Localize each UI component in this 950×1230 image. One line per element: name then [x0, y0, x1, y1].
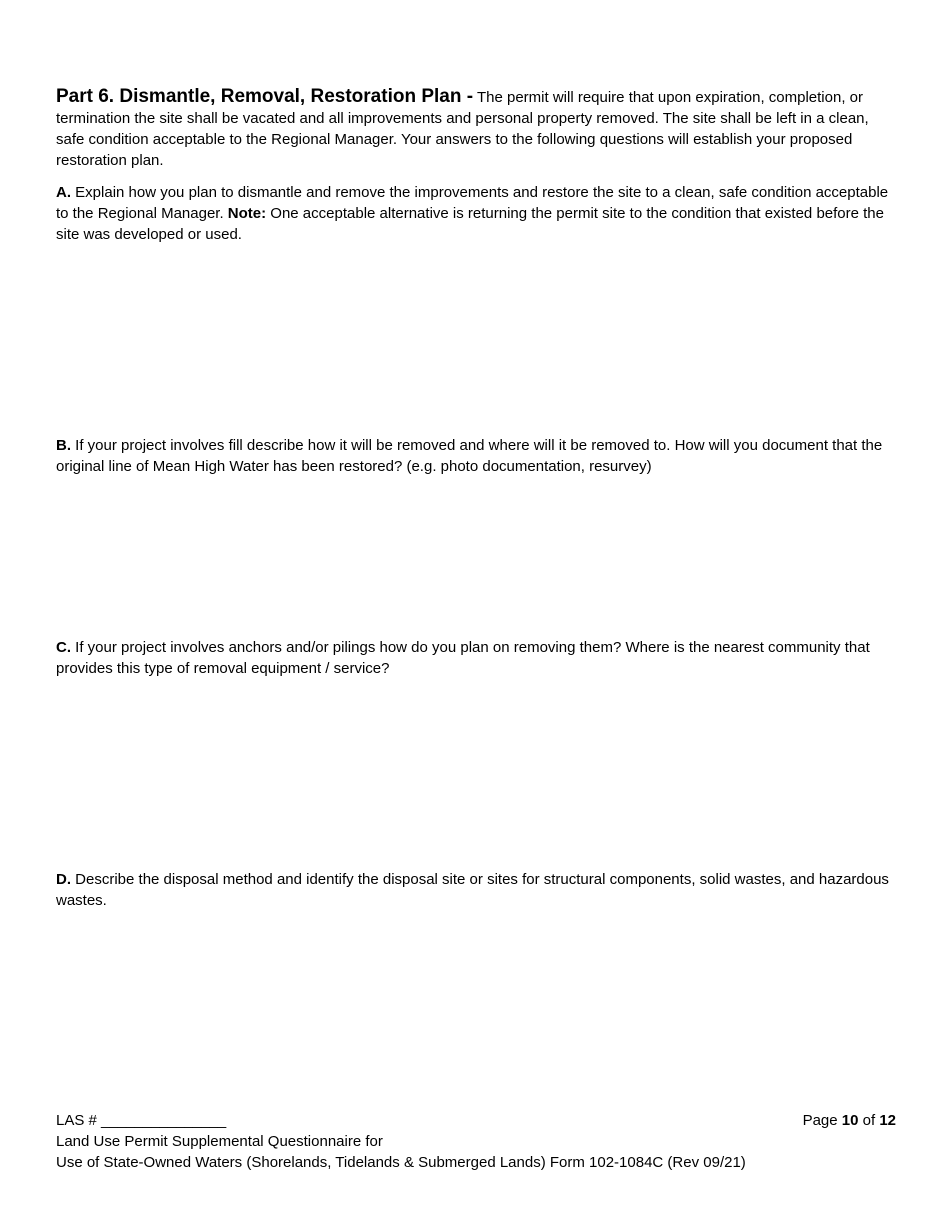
question-a-text: Explain how you plan to dismantle and remove the improvements and restore the site to a clean, safe condition acceptable to the Regional Manager. [56, 184, 889, 222]
question-d [56, 869, 891, 911]
question-a [56, 182, 891, 245]
footer-form-id: Use of State-Owned Waters (Shorelands, Tidelands & Submerged Lands) Form 102-1084C (Rev 09/21) [56, 1154, 746, 1171]
question-b-letter: B. [56, 437, 71, 454]
question-b-text: If your project involves fill describe how it will be removed and where will it be removed to. How will you document that the original line of Mean High Water has been restored? (e.g. photo documentation, resurvey) [56, 437, 883, 475]
answer-area-c[interactable] [56, 684, 891, 864]
footer-row-1 [56, 1110, 896, 1131]
page-total: 12 [879, 1112, 896, 1129]
answer-area-b[interactable] [56, 482, 891, 632]
part6-heading: Part 6. Dismantle, Removal, Restoration Plan - [56, 86, 474, 107]
question-c-letter: C. [56, 639, 71, 656]
footer-form-title: Land Use Permit Supplemental Questionnaire for [56, 1133, 383, 1150]
page-of: of [858, 1112, 880, 1129]
page-footer [56, 1110, 896, 1173]
question-c-text: If your project involves anchors and/or pilings how do you plan on removing them? Where is the nearest community that provides this type of removal equipment / service? [56, 639, 870, 677]
answer-area-a[interactable] [56, 250, 891, 430]
page-current: 10 [841, 1112, 859, 1129]
question-d-text: Describe the disposal method and identify the disposal site or sites for structural components, solid wastes, and hazardous wastes. [56, 871, 889, 909]
question-c [56, 637, 891, 679]
question-a-letter: A. [56, 184, 71, 201]
page-number [803, 1110, 896, 1131]
part6-intro: The permit will require that upon expiration, completion, or termination the site shall be vacated and all improvements and personal property removed. The site shall be left in a clean, safe condition acceptable to the Regional Manager. Your answers to the following questions will establish your proposed restoration plan. [56, 89, 869, 169]
question-a-note-text: One acceptable alternative is returning the permit site to the condition that existed before the site was developed or used. [56, 205, 884, 243]
page-prefix: Page [802, 1112, 842, 1129]
question-d-letter: D. [56, 871, 71, 888]
las-number-field: LAS # _______________ [56, 1112, 227, 1129]
question-a-note-label: Note: [227, 205, 267, 222]
question-b [56, 435, 891, 477]
part6-section [56, 86, 891, 171]
answer-area-d[interactable] [56, 916, 891, 1096]
